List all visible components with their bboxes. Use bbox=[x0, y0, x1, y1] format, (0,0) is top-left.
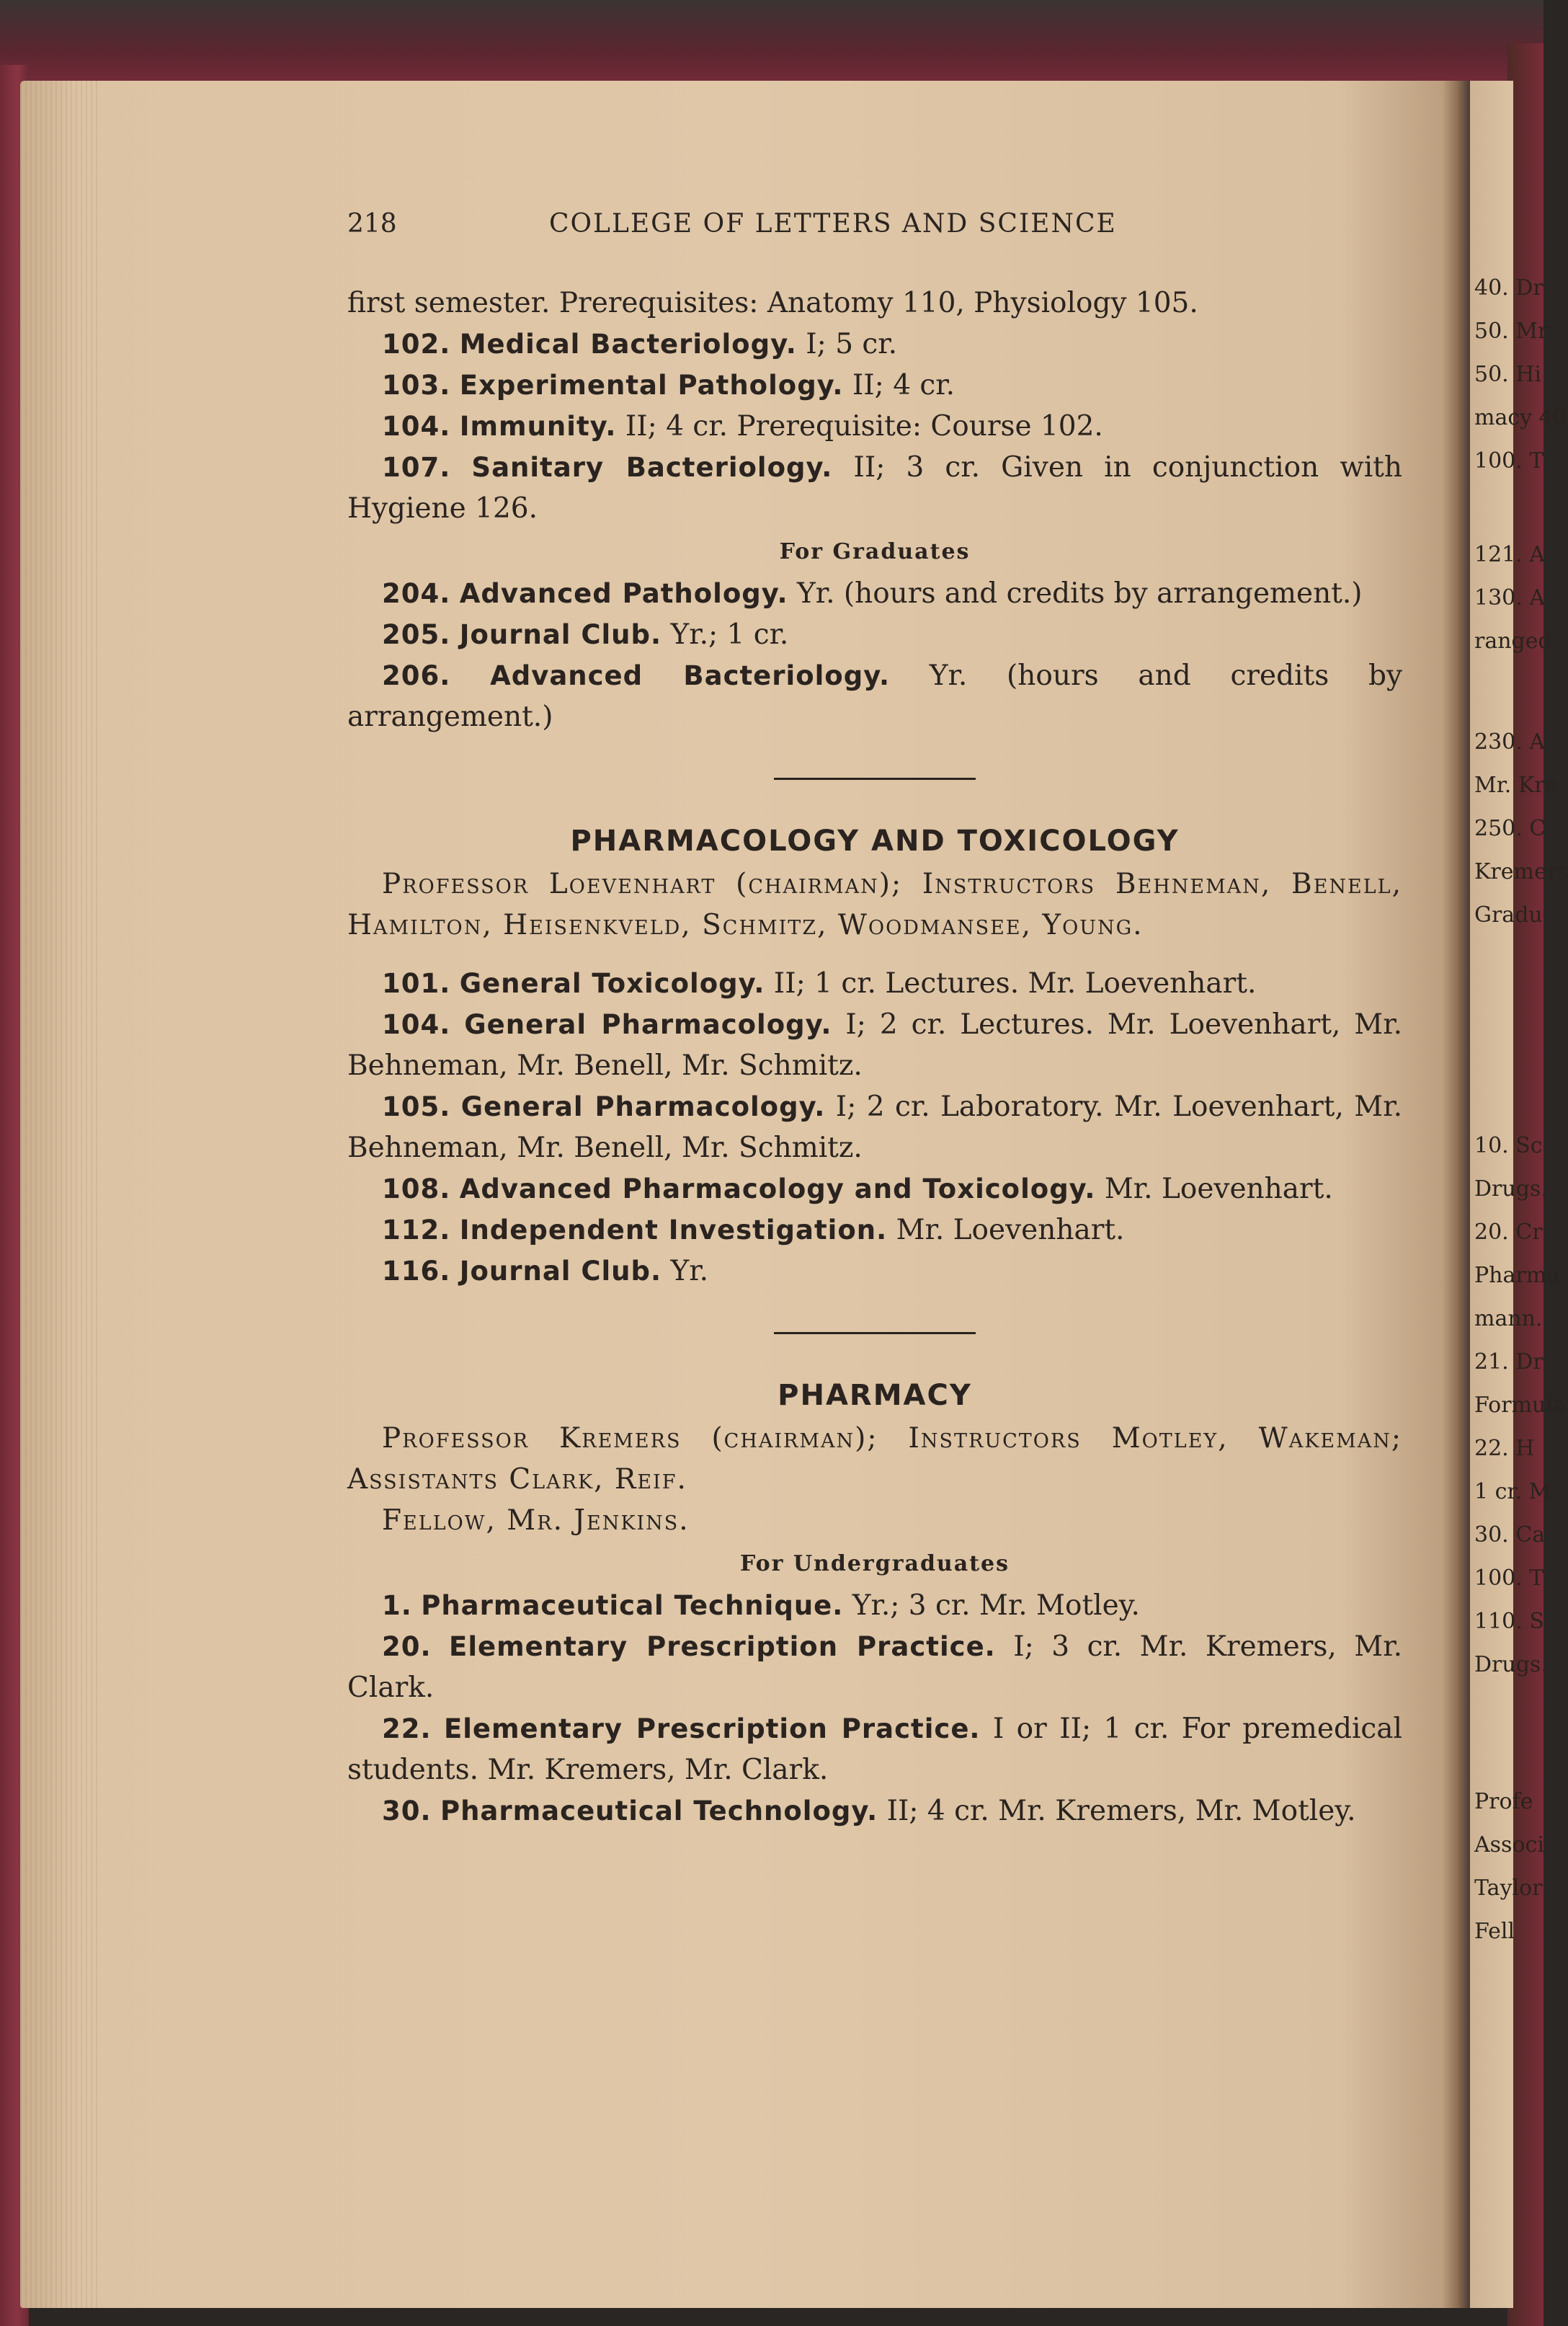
course-entry bbox=[347, 365, 1402, 406]
course-info: I or II; 1 cr. For premedical students. Mr. Kremers, Mr. Clark. bbox=[347, 1713, 1402, 1786]
undergraduates-heading: For Undergraduates bbox=[739, 1551, 1010, 1576]
next-page-fragment bbox=[1470, 81, 1568, 2308]
course-title: Advanced Pathology. bbox=[459, 578, 788, 609]
department-staff: Professor Kremers (chairman); Instructors Motley, Wakeman; Assistants Clark, Reif. bbox=[347, 1422, 1402, 1496]
course-entry bbox=[347, 573, 1402, 614]
book-gutter bbox=[1441, 81, 1470, 2308]
department-staff: Professor Loevenhart (chairman); Instructors Behneman, Benell, Hamilton, Heisenkveld, Schmitz, Woodmansee, Young. bbox=[347, 868, 1402, 941]
course-info: Mr. Loevenhart. bbox=[896, 1214, 1125, 1246]
course-entry bbox=[347, 1708, 1402, 1790]
fragment: 50. Hi bbox=[1474, 362, 1542, 387]
course-number: 205. bbox=[382, 619, 451, 650]
course-info: I; 2 cr. Laboratory. Mr. Loevenhart, Mr. Behneman, Mr. Benell, Mr. Schmitz. bbox=[347, 1091, 1402, 1164]
course-number: 1. bbox=[382, 1590, 412, 1621]
fragment: 121. A bbox=[1474, 542, 1545, 567]
fragment: 100. T bbox=[1474, 448, 1544, 474]
course-number: 108. bbox=[382, 1173, 451, 1204]
fragment: Taylor bbox=[1474, 1876, 1543, 1901]
fragment: 100. T bbox=[1474, 1566, 1544, 1591]
course-title: General Pharmacology. bbox=[464, 1009, 832, 1040]
course-info: I; 2 cr. Lectures. Mr. Loevenhart, Mr. Behneman, Mr. Benell, Mr. Schmitz. bbox=[347, 1008, 1402, 1082]
course-title: Immunity. bbox=[459, 411, 617, 442]
course-number: 112. bbox=[382, 1215, 451, 1246]
book-cover-top bbox=[0, 0, 1544, 94]
course-info: Yr.; 1 cr. bbox=[670, 618, 789, 651]
course-title: Sanitary Bacteriology. bbox=[471, 452, 833, 483]
fragment: Kremers bbox=[1474, 859, 1568, 884]
fragment: macy 40 bbox=[1474, 405, 1567, 430]
course-info: I; 3 cr. Mr. Kremers, Mr. Clark. bbox=[347, 1630, 1402, 1704]
fragment: 30. Ca bbox=[1474, 1522, 1546, 1548]
course-info: Yr. bbox=[670, 1255, 708, 1287]
fragment: mann. bbox=[1474, 1306, 1543, 1331]
course-info: II; 4 cr. bbox=[852, 369, 956, 401]
fragment: 21. Dr bbox=[1474, 1349, 1544, 1375]
course-title: Elementary Prescription Practice. bbox=[443, 1713, 981, 1744]
graduates-heading: For Graduates bbox=[779, 539, 971, 564]
fragment: ranged. bbox=[1474, 629, 1559, 654]
course-entry bbox=[347, 1168, 1402, 1209]
course-number: 204. bbox=[382, 578, 451, 609]
course-info: II; 3 cr. Given in conjunction with Hygiene 126. bbox=[347, 451, 1402, 525]
fragment: 22. H bbox=[1474, 1436, 1535, 1461]
course-entry bbox=[347, 406, 1402, 447]
course-entry bbox=[347, 655, 1402, 737]
fragment: Pharma bbox=[1474, 1263, 1560, 1288]
course-entry bbox=[347, 1251, 1402, 1292]
course-title: Advanced Bacteriology. bbox=[490, 660, 890, 691]
course-info: II; 1 cr. Lectures. Mr. Loevenhart. bbox=[773, 967, 1257, 1000]
course-entry bbox=[347, 963, 1402, 1004]
fragment: Associ bbox=[1474, 1832, 1544, 1857]
course-title: General Toxicology. bbox=[459, 968, 765, 999]
fragment: Fell bbox=[1474, 1919, 1515, 1944]
course-title: Pharmaceutical Technique. bbox=[421, 1590, 844, 1621]
course-title: Journal Club. bbox=[459, 619, 662, 650]
spacer bbox=[347, 946, 1402, 963]
course-info: Yr. (hours and credits by arrangement.) bbox=[796, 577, 1363, 610]
continuation-text: first semester. Prerequisites: Anatomy 110, Physiology 105. bbox=[347, 287, 1198, 319]
page-number: 218 bbox=[347, 209, 397, 239]
fragment: 130. A bbox=[1474, 585, 1545, 611]
course-entry bbox=[347, 447, 1402, 529]
course-number: 22. bbox=[382, 1713, 432, 1744]
course-number: 102. bbox=[382, 329, 451, 360]
course-number: 30. bbox=[382, 1795, 432, 1826]
department-title: PHARMACY bbox=[778, 1379, 972, 1412]
course-info: Yr. (hours and credits by arrangement.) bbox=[347, 660, 1402, 733]
course-info: I; 5 cr. bbox=[806, 328, 898, 360]
department-title: PHARMACOLOGY AND TOXICOLOGY bbox=[570, 825, 1180, 858]
course-entry bbox=[347, 1004, 1402, 1086]
course-number: 104. bbox=[382, 1009, 451, 1040]
fragment: Gradu bbox=[1474, 902, 1543, 928]
course-title: Elementary Prescription Practice. bbox=[449, 1631, 996, 1662]
fragment: Drugs. bbox=[1474, 1176, 1548, 1202]
page-content bbox=[347, 283, 1402, 1832]
course-info: Mr. Loevenhart. bbox=[1104, 1173, 1333, 1205]
course-entry bbox=[347, 1086, 1402, 1168]
course-entry bbox=[347, 1626, 1402, 1708]
fragment: 40. Dr bbox=[1474, 275, 1544, 301]
fragment: 20. Cr bbox=[1474, 1220, 1543, 1245]
course-number: 104. bbox=[382, 411, 451, 442]
course-title: Experimental Pathology. bbox=[459, 370, 844, 401]
fragment: 50. Mr. bbox=[1474, 319, 1553, 344]
fragment: 1 cr. M bbox=[1474, 1479, 1551, 1504]
course-number: 101. bbox=[382, 968, 451, 999]
course-number: 103. bbox=[382, 370, 451, 401]
fragment: Mr. Kre bbox=[1474, 773, 1558, 798]
course-info: II; 4 cr. Mr. Kremers, Mr. Motley. bbox=[886, 1795, 1356, 1827]
fragment: 250. C bbox=[1474, 816, 1546, 841]
course-title: Journal Club. bbox=[459, 1256, 662, 1287]
course-entry bbox=[347, 1790, 1402, 1832]
course-info: Yr.; 3 cr. Mr. Motley. bbox=[852, 1589, 1140, 1622]
course-number: 206. bbox=[382, 660, 451, 691]
course-entry bbox=[347, 1209, 1402, 1251]
department-fellow: Fellow, Mr. Jenkins. bbox=[382, 1504, 690, 1537]
fragment: 110. S bbox=[1474, 1609, 1544, 1634]
course-entry bbox=[347, 614, 1402, 655]
section-divider bbox=[774, 778, 976, 780]
course-info: II; 4 cr. Prerequisite: Course 102. bbox=[625, 410, 1103, 443]
course-title: General Pharmacology. bbox=[460, 1091, 826, 1122]
course-title: Medical Bacteriology. bbox=[459, 329, 797, 360]
course-number: 107. bbox=[382, 452, 451, 483]
course-entry bbox=[347, 324, 1402, 365]
fragment: Drugs. bbox=[1474, 1652, 1548, 1677]
running-header bbox=[347, 209, 1402, 245]
course-title: Advanced Pharmacology and Toxicology. bbox=[459, 1173, 1096, 1204]
fragment: 230. A bbox=[1474, 729, 1545, 755]
course-title: Pharmaceutical Technology. bbox=[440, 1795, 878, 1826]
fragment: 10. Sc bbox=[1474, 1133, 1543, 1158]
section-divider bbox=[774, 1332, 976, 1334]
running-title: COLLEGE OF LETTERS AND SCIENCE bbox=[549, 209, 1117, 239]
course-number: 20. bbox=[382, 1631, 432, 1662]
fragment: Profe bbox=[1474, 1789, 1533, 1814]
page-edges bbox=[20, 81, 99, 2308]
course-number: 105. bbox=[382, 1091, 451, 1122]
fragment: Formula bbox=[1474, 1393, 1566, 1418]
course-title: Independent Investigation. bbox=[459, 1215, 888, 1246]
course-entry bbox=[347, 1585, 1402, 1626]
course-number: 116. bbox=[382, 1256, 451, 1287]
